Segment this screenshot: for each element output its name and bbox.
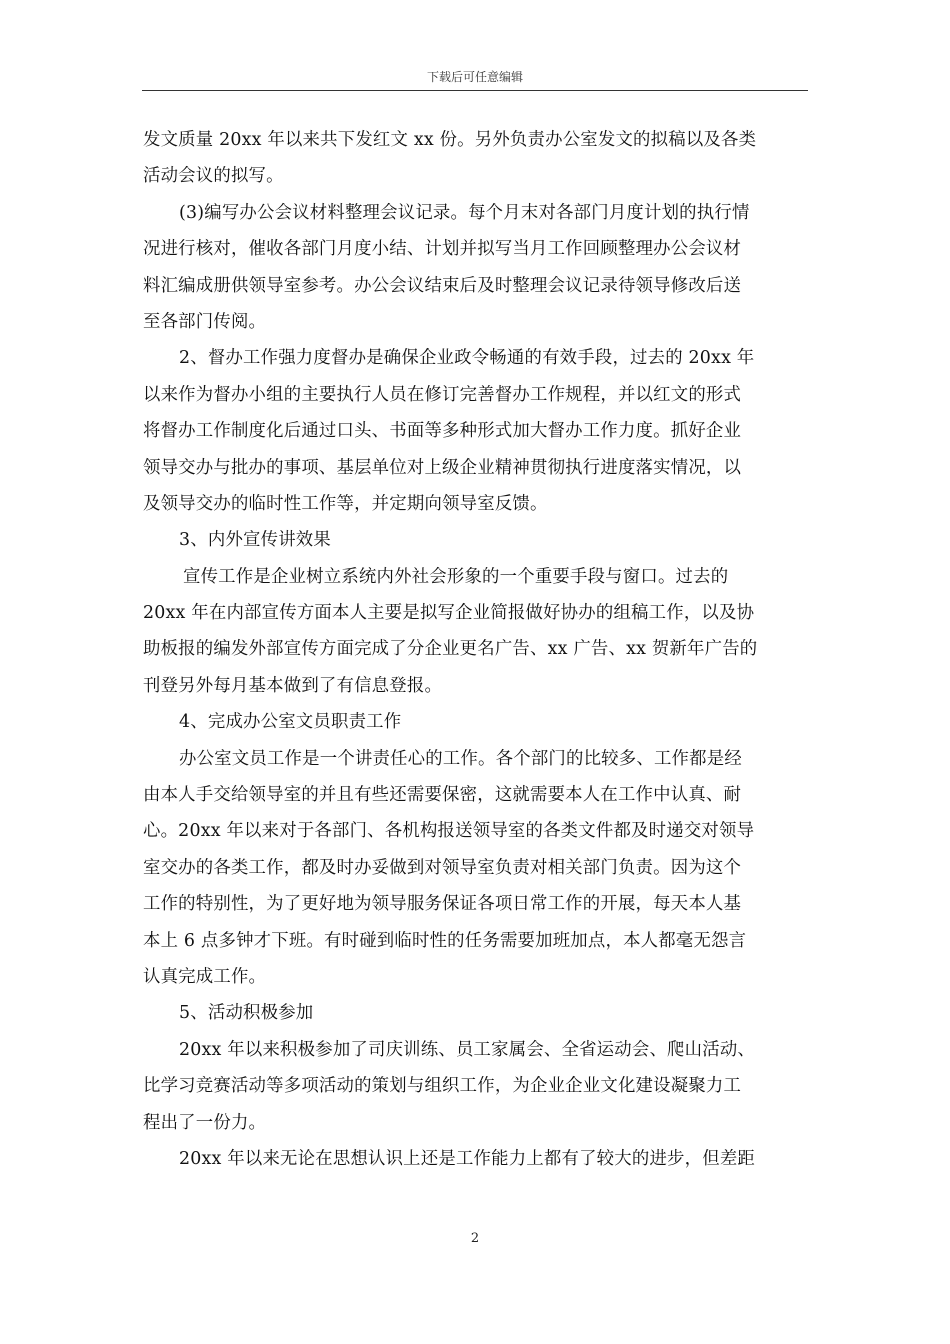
text-line: 刊登另外每月基本做到了有信息登报。 [143,675,443,696]
header-rule [142,90,808,91]
paragraph-start: 2、督办工作强力度督办是确保企业政令畅通的有效手段，过去的 20xx 年 [179,348,755,369]
paragraph-start: 20xx 年以来积极参加了司庆训练、员工家属会、全省运动会、爬山活动、 [179,1039,755,1060]
text-line: 室交办的各类工作，都及时办妥做到对领导室负责对相关部门负责。因为这个 [143,857,742,878]
text-line: 本上 6 点多钟才下班。有时碰到临时性的任务需要加班加点，本人都毫无怨言 [143,930,747,951]
paragraph-start: 办公室文员工作是一个讲责任心的工作。各个部门的比较多、工作都是经 [179,748,742,769]
text-line: 比学习竞赛活动等多项活动的策划与组织工作，为企业企业文化建设凝聚力工 [143,1076,742,1097]
text-line: 20xx 年在内部宣传方面本人主要是拟写企业简报做好协办的组稿工作，以及协 [143,603,755,624]
paragraph-start: 20xx 年以来无论在思想认识上还是工作能力上都有了较大的进步，但差距 [179,1148,755,1169]
text-line: 助板报的编发外部宣传方面完成了分企业更名广告、xx 广告、xx 贺新年广告的 [143,639,758,660]
text-line: 由本人手交给领导室的并且有些还需要保密，这就需要本人在工作中认真、耐 [143,785,742,806]
paragraph-start: (3)编写办公会议材料整理会议记录。每个月末对各部门月度计划的执行情 [179,202,750,223]
paragraph-start: 宣传工作是企业树立系统内外社会形象的一个重要手段与窗口。过去的 [183,566,729,587]
text-line: 及领导交办的临时性工作等，并定期向领导室反馈。 [143,493,548,514]
page-header: 下载后可任意编辑 [426,70,523,84]
text-line: 况进行核对，催收各部门月度小结、计划并拟写当月工作回顾整理办公会议材 [143,239,742,260]
text-line: 认真完成工作。 [143,966,267,987]
text-line: 将督办工作制度化后通过口头、书面等多种形式加大督办工作力度。抓好企业 [143,421,742,442]
text-line: 至各部门传阅。 [143,311,267,332]
document-body [143,122,807,1177]
page-number: 2 [470,1231,480,1246]
text-line: 以来作为督办小组的主要执行人员在修订完善督办工作规程，并以红文的形式 [143,384,742,405]
section-heading: 3、内外宣传讲效果 [179,530,331,551]
section-heading: 5、活动积极参加 [179,1003,314,1024]
text-line: 料汇编成册供领导室参考。办公会议结束后及时整理会议记录待领导修改后送 [143,275,742,296]
text-line: 程出了一份力。 [143,1112,267,1133]
text-line: 活动会议的拟写。 [143,166,284,187]
section-heading: 4、完成办公室文员职责工作 [179,712,402,733]
text-line: 发文质量 20xx 年以来共下发红文 xx 份。另外负责办公室发文的拟稿以及各类 [143,130,757,150]
text-line: 领导交办与批办的事项、基层单位对上级企业精神贯彻执行进度落实情况，以 [143,457,742,478]
text-line: 心。20xx 年以来对于各部门、各机构报送领导室的各类文件都及时递交对领导 [143,821,755,842]
text-line: 工作的特别性，为了更好地为领导服务保证各项日常工作的开展，每天本人基 [143,894,742,915]
